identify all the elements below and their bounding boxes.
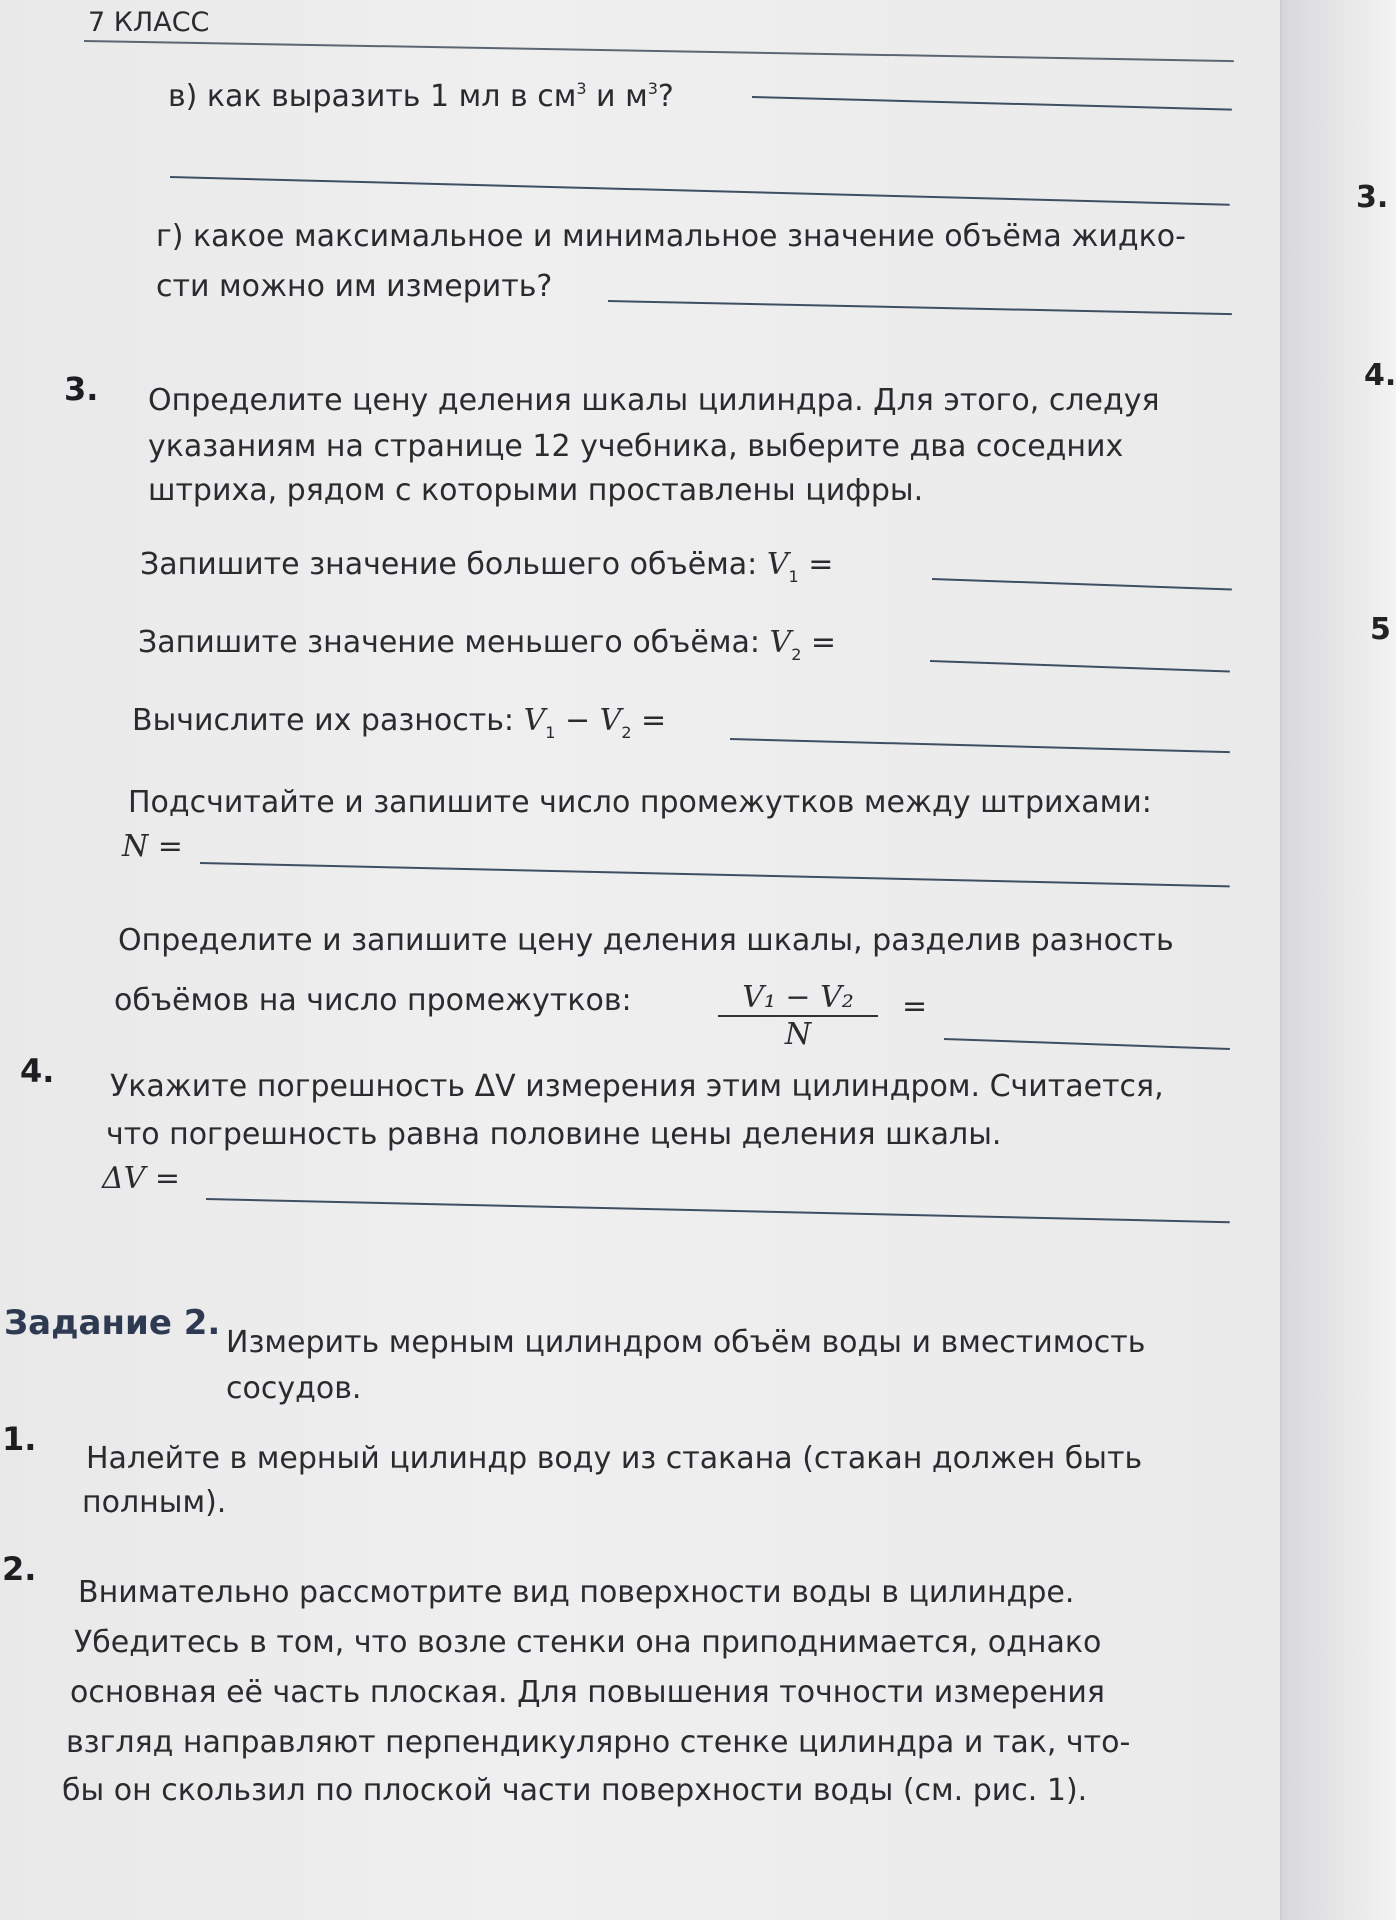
count-label: Подсчитайте и запишите число промежутков между штрихами:: [128, 785, 1152, 820]
task3-number: 3.: [64, 370, 99, 408]
difference-label: Вычислите их разность: $V_1 - V_2$ =: [132, 703, 667, 742]
edge-number-5: 5: [1370, 612, 1391, 647]
grade-header: 7 КЛАСС: [88, 7, 210, 38]
task4-line2: что погрешность равна половине цены деления шкалы.: [106, 1117, 1002, 1152]
step2-line4: взгляд направляют перпендикулярно стенке цилиндра и так, что-: [66, 1725, 1131, 1760]
zadanie2-line1: Измерить мерным цилиндром объём воды и вместимость: [226, 1325, 1146, 1360]
delta-v-symbol: ΔV =: [102, 1161, 181, 1196]
step2-number: 2.: [2, 1550, 37, 1588]
step2-line3: основная её часть плоская. Для повышения точности измерения: [70, 1675, 1105, 1710]
zadanie2-title: Задание 2.: [4, 1303, 221, 1343]
question-g-line1: г) какое максимальное и минимальное значение объёма жидко-: [156, 219, 1186, 254]
step2-line2: Убедитесь в том, что возле стенки она приподнимается, однако: [74, 1625, 1102, 1660]
task3-line1: Определите цену деления шкалы цилиндра. Для этого, следуя: [148, 383, 1160, 418]
step2-line5: бы он скользил по плоской части поверхности воды (см. рис. 1).: [62, 1773, 1088, 1808]
question-g-line2: сти можно им измерить?: [156, 269, 553, 304]
task4-line1: Укажите погрешность ΔV измерения этим цилиндром. Считается,: [110, 1069, 1164, 1104]
price-equals: =: [902, 989, 928, 1024]
price-line2: объёмов на число промежутков:: [114, 983, 632, 1018]
step1-line1: Налейте в мерный цилиндр воду из стакана (стакан должен быть: [86, 1441, 1143, 1476]
step1-line2: полным).: [82, 1485, 227, 1520]
price-line1: Определите и запишите цену деления шкалы, разделив разность: [118, 923, 1174, 958]
edge-number-3: 3.: [1356, 180, 1389, 215]
edge-number-4: 4.: [1364, 358, 1396, 393]
step1-number: 1.: [2, 1420, 37, 1458]
task4-number: 4.: [20, 1052, 55, 1090]
task3-line2: указаниям на странице 12 учебника, выберите два соседних: [148, 429, 1124, 464]
price-fraction: $\frac{\text{V₁ − V₂}}{N}$: [718, 980, 878, 1052]
v1-label: Запишите значение большего объёма: $V_1$ =: [140, 547, 834, 586]
task3-line3: штриха, рядом с которыми проставлены цифры.: [148, 473, 924, 508]
zadanie2-line2: сосудов.: [226, 1371, 362, 1406]
step2-line1: Внимательно рассмотрите вид поверхности воды в цилиндре.: [78, 1575, 1075, 1610]
n-symbol: N =: [122, 829, 183, 864]
adjacent-page-edge: [1280, 0, 1396, 1920]
v2-label: Запишите значение меньшего объёма: $V_2$ =: [138, 625, 837, 664]
question-v: в) как выразить 1 мл в $см^3$ и $м^3$?: [168, 79, 674, 114]
